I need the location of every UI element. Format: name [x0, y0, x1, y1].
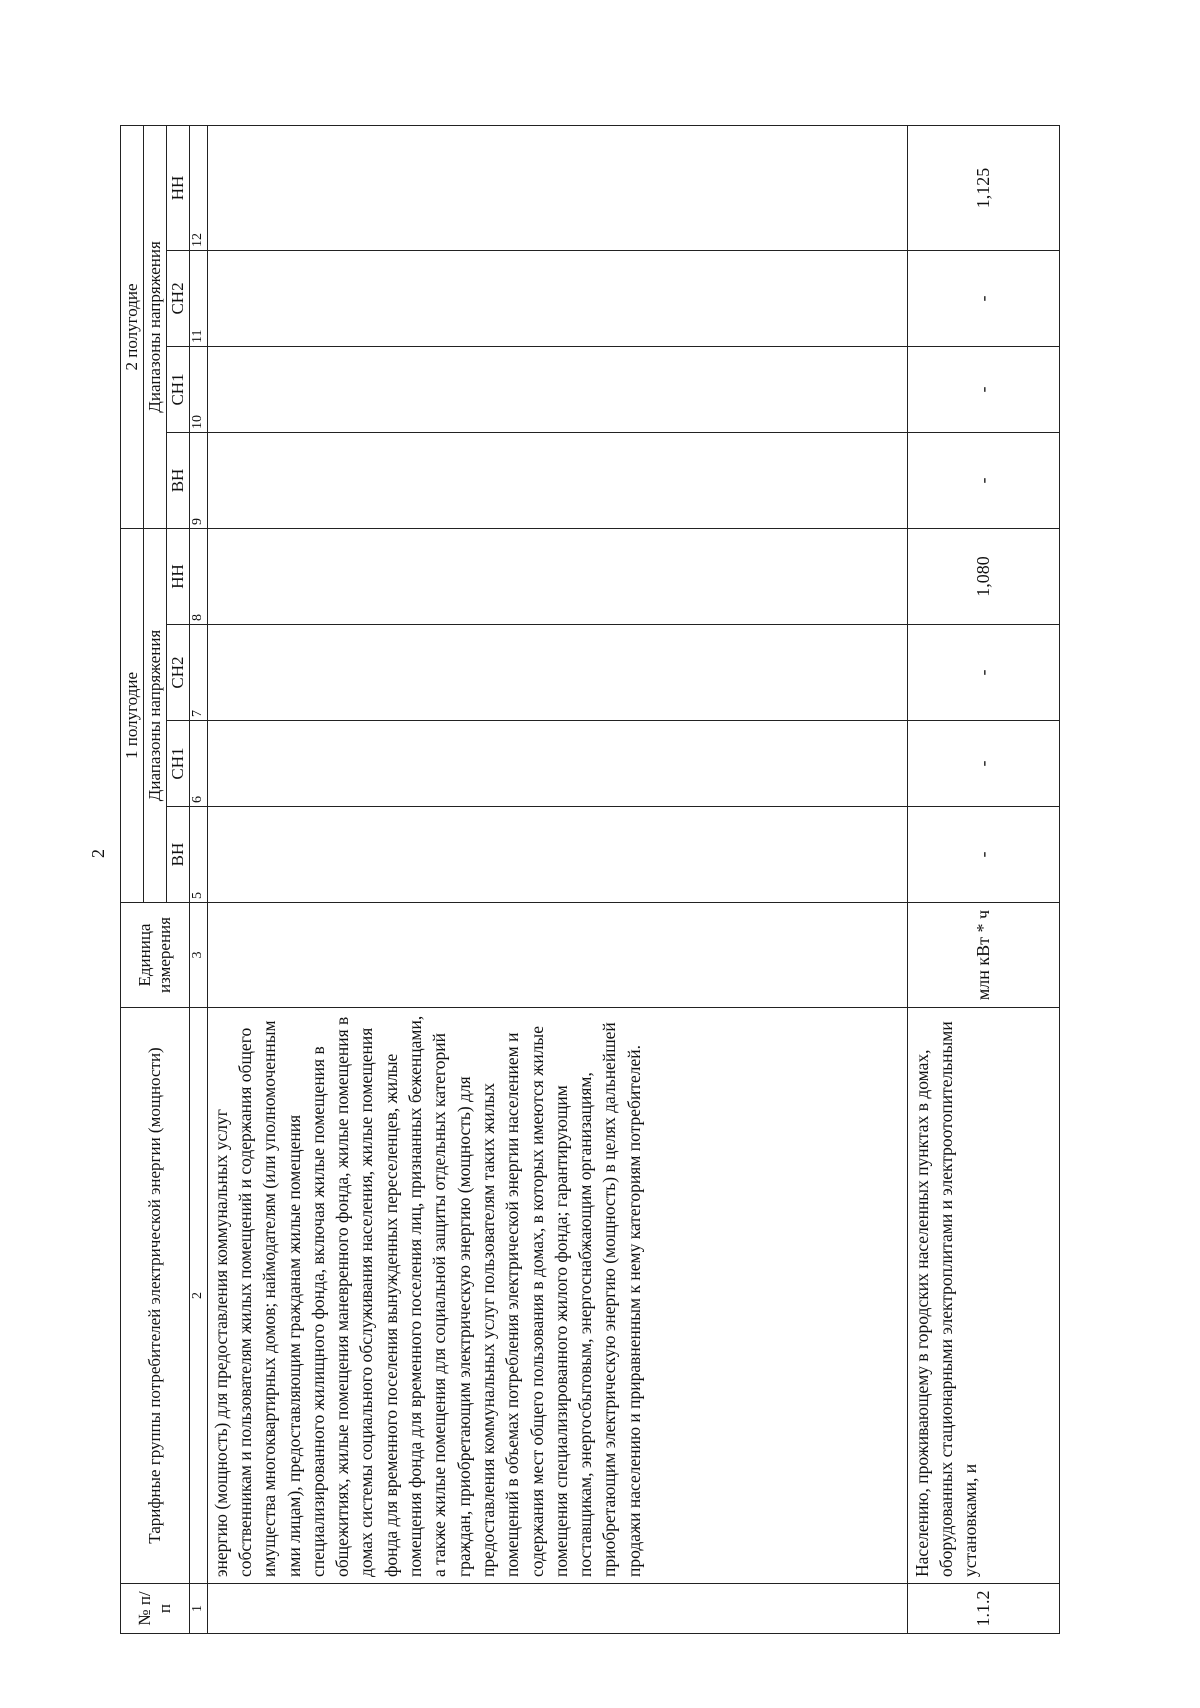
row-value: [207, 528, 907, 624]
row-value: -: [907, 721, 1059, 807]
index-cell: 2: [190, 1008, 208, 1584]
row-value: [207, 807, 907, 903]
row-value: [207, 432, 907, 528]
page-number: 2: [88, 849, 108, 858]
header-level: СН1: [167, 721, 190, 807]
row-unit: [207, 903, 907, 1008]
header-group: Тарифные группы потребителей электрической энергии (мощности): [121, 1008, 190, 1584]
index-cell: 8: [190, 528, 208, 624]
table-row: [207, 125, 907, 1633]
index-cell: 7: [190, 625, 208, 721]
header-level: ВН: [167, 432, 190, 528]
header-level: НН: [167, 125, 190, 250]
header-level: ВН: [167, 807, 190, 903]
index-cell: 3: [190, 903, 208, 1008]
row-value: -: [907, 625, 1059, 721]
header-level: НН: [167, 528, 190, 624]
header-voltage-ranges-2: Диапазоны напряжения: [144, 125, 167, 528]
row-number: 1.1.2: [907, 1584, 1059, 1634]
row-value: -: [907, 432, 1059, 528]
row-value: [207, 125, 907, 250]
row-value: [207, 346, 907, 432]
index-cell: 12: [190, 125, 208, 250]
row-value: -: [907, 807, 1059, 903]
row-value: -: [907, 250, 1059, 346]
header-half2: 2 полугодие: [121, 125, 144, 528]
index-cell: 9: [190, 432, 208, 528]
row-group-text: Населению, проживающему в городских населенных пунктах в домах, оборудованных стационарными электроплитами и электроотопительными установками, и: [907, 1008, 1059, 1584]
row-group-text: энергию (мощность) для предоставления коммунальных услуг собственникам и пользователям жилых помещений и содержания общего имущества многоквартирных домов; наймодателям (или уполномоченным ими лицам), предоставляющим гражданам жилые помещения специализированного жилищного фонда, включая жилые помещения в общежитиях, жилые помещения маневренного фонда, жилые помещения в домах системы социального обслуживания населения, жилые помещения фонда для временного поселения вынужденных переселенцев, жилые помещения фонда для временного поселения лиц, признанных беженцами, а также жилые помещения для социальной защиты отдельных категорий граждан, приобретающим электрическую энергию (мощность) для предоставления коммунальных услуг пользователям таких жилых помещений в объемах потребления электрической энергии населением и содержания мест общего пользования в домах, в которых имеются жилые помещения специализированного жилого фонда; гарантирующим поставщикам, энергосбытовым, энергоснабжающим организациям, приобретающим электрическую энергию (мощность) в целях дальнейшей продажи населению и приравненным к нему категориям потребителей.: [207, 1008, 907, 1584]
row-value: [207, 721, 907, 807]
header-level: СН2: [167, 625, 190, 721]
header-unit: Единица измерения: [121, 903, 190, 1008]
tariff-table: [120, 126, 1060, 1634]
index-cell: 11: [190, 250, 208, 346]
index-cell: 5: [190, 807, 208, 903]
table-row: [907, 125, 1059, 1633]
index-cell: 6: [190, 721, 208, 807]
index-cell: 10: [190, 346, 208, 432]
row-value: [207, 250, 907, 346]
row-value: 1,125: [907, 125, 1059, 250]
row-unit: млн кВт * ч: [907, 903, 1059, 1008]
row-value: 1,080: [907, 528, 1059, 624]
header-voltage-ranges-1: Диапазоны напряжения: [144, 528, 167, 902]
header-level: СН2: [167, 250, 190, 346]
header-level: СН1: [167, 346, 190, 432]
header-half1: 1 полугодие: [121, 528, 144, 902]
row-value: [207, 625, 907, 721]
index-cell: 1: [190, 1584, 208, 1634]
row-number: [207, 1584, 907, 1634]
header-no: № п/п: [121, 1584, 190, 1634]
row-value: -: [907, 346, 1059, 432]
